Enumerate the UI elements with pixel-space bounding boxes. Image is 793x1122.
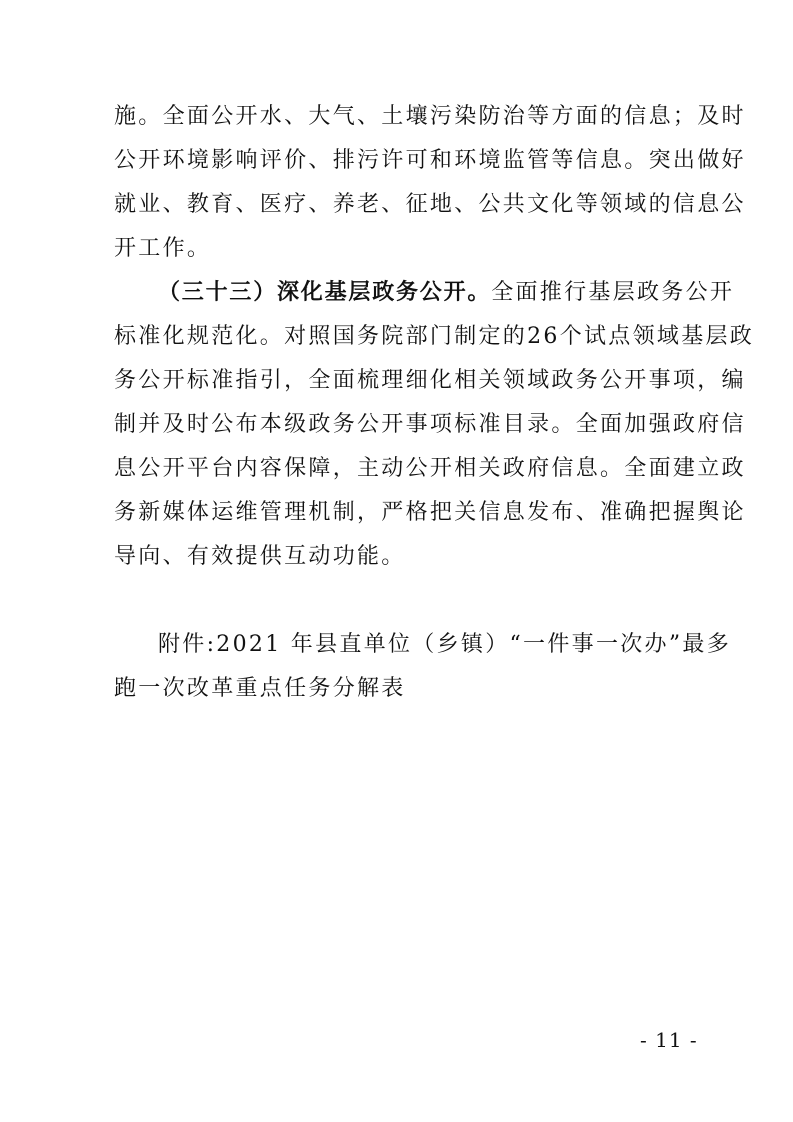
paragraph-2-line-7: 导向、有效提供互动功能。 — [114, 544, 406, 569]
paragraph-2-line-1-rest: 全面推行基层政务公开 — [491, 280, 735, 305]
paragraph-2-line-1 — [158, 276, 734, 310]
paragraph-1-line-3: 就业、教育、医疗、养老、征地、公共文化等领域的信息公 — [114, 192, 746, 217]
page-number: - 11 - — [640, 1028, 698, 1052]
attachment-line-2: 跑一次改革重点任务分解表 — [114, 676, 406, 701]
paragraph-1-line-4: 开工作。 — [114, 236, 212, 261]
attachment-line-1: 附件:2021 年县直单位（乡镇）“一件事一次办”最多 — [158, 632, 731, 657]
paragraph-2-line-3: 务公开标准指引，全面梳理细化相关领域政务公开事项，编 — [114, 368, 746, 393]
paragraph-2-line-6: 务新媒体运维管理机制，严格把关信息发布、准确把握舆论 — [114, 500, 746, 525]
paragraph-2-line-4: 制并及时公布本级政务公开事项标准目录。全面加强政府信 — [114, 412, 746, 437]
paragraph-1-line-2: 公开环境影响评价、排污许可和环境监管等信息。突出做好 — [114, 148, 746, 173]
paragraph-2-line-5: 息公开平台内容保障，主动公开相关政府信息。全面建立政 — [114, 456, 746, 481]
paragraph-1-line-1: 施。全面公开水、大气、土壤污染防治等方面的信息；及时 — [114, 104, 746, 129]
section-heading: （三十三）深化基层政务公开。 — [158, 280, 492, 305]
paragraph-2-line-2: 标准化规范化。对照国务院部门制定的26个试点领域基层政 — [114, 324, 755, 349]
